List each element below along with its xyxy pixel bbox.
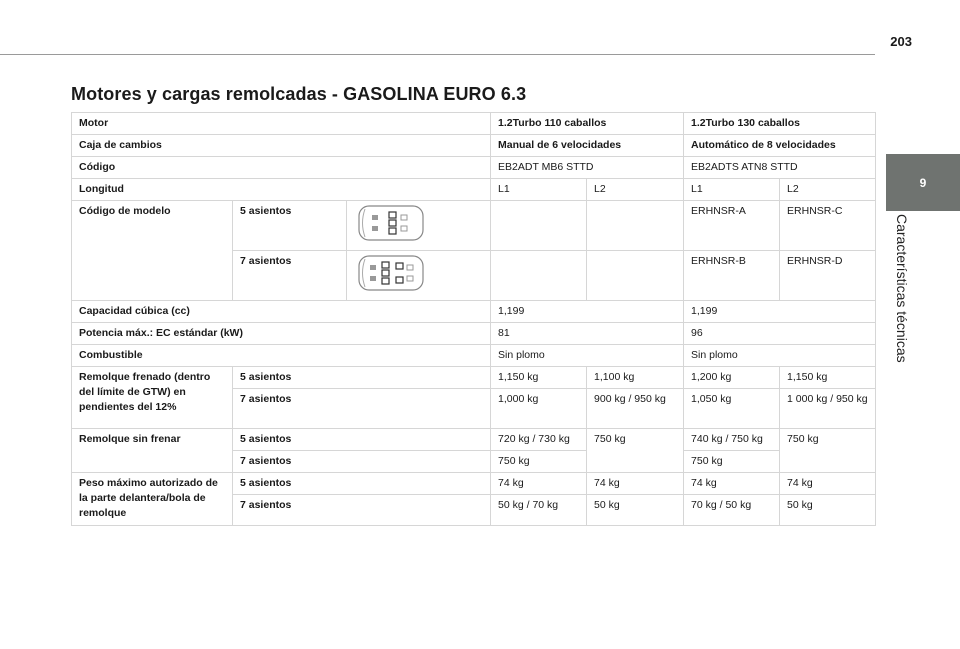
code-1: EB2ADT MB6 STTD — [491, 157, 684, 179]
length-cell: L1 — [491, 179, 587, 201]
motor-1: 1.2Turbo 110 caballos — [491, 113, 684, 135]
page-number: 203 — [890, 34, 912, 49]
table-row-power — [72, 323, 876, 345]
seats-5-label: 5 asientos — [233, 367, 491, 389]
power-2: 96 — [684, 323, 876, 345]
capacity-1: 1,199 — [491, 301, 684, 323]
model-cell: ERHNSR-A — [684, 201, 780, 251]
table-row-length — [72, 179, 876, 201]
gearbox-2: Automático de 8 velocidades — [684, 135, 876, 157]
unbraked-cell: 740 kg / 750 kg — [684, 429, 780, 451]
nose-cell: 50 kg — [780, 495, 876, 526]
nose-cell: 74 kg — [491, 473, 587, 495]
braked-cell: 1,100 kg — [587, 367, 684, 389]
unbraked-label: Remolque sin frenar — [72, 429, 233, 473]
braked-cell: 1,150 kg — [780, 367, 876, 389]
model-cell: ERHNSR-C — [780, 201, 876, 251]
table-row-unbraked-5 — [72, 429, 876, 451]
braked-cell: 1,150 kg — [491, 367, 587, 389]
engine-spec-table — [71, 112, 876, 526]
van-7-seats-icon — [347, 251, 491, 301]
nose-cell: 74 kg — [780, 473, 876, 495]
seats-5-label: 5 asientos — [233, 201, 347, 251]
chapter-section-label: Características técnicas — [894, 214, 910, 363]
unbraked-cell: 750 kg — [587, 429, 684, 473]
length-cell: L2 — [780, 179, 876, 201]
seats-7-label: 7 asientos — [233, 495, 491, 526]
braked-cell: 1,200 kg — [684, 367, 780, 389]
capacity-2: 1,199 — [684, 301, 876, 323]
fuel-1: Sin plomo — [491, 345, 684, 367]
unbraked-cell: 750 kg — [684, 451, 780, 473]
model-cell — [587, 251, 684, 301]
header-rule — [0, 54, 875, 55]
van-5-seats-icon — [347, 201, 491, 251]
page-title: Motores y cargas remolcadas - GASOLINA EURO 6.3 — [71, 84, 527, 104]
model-cell: ERHNSR-D — [780, 251, 876, 301]
motor-2: 1.2Turbo 130 caballos — [684, 113, 876, 135]
braked-cell: 1,000 kg — [491, 389, 587, 429]
code-2: EB2ADTS ATN8 STTD — [684, 157, 876, 179]
model-cell: ERHNSR-B — [684, 251, 780, 301]
gearbox-1: Manual de 6 velocidades — [491, 135, 684, 157]
length-label: Longitud — [72, 179, 491, 201]
table-row-capacity — [72, 301, 876, 323]
model-cell — [491, 201, 587, 251]
gearbox-label: Caja de cambios — [72, 135, 491, 157]
unbraked-cell: 750 kg — [780, 429, 876, 473]
power-1: 81 — [491, 323, 684, 345]
nose-cell: 74 kg — [587, 473, 684, 495]
nose-label: Peso máximo autorizado de la parte delantera/bola de remolque — [72, 473, 233, 526]
chapter-number: 9 — [919, 175, 927, 190]
length-cell: L2 — [587, 179, 684, 201]
code-label: Código — [72, 157, 491, 179]
nose-cell: 70 kg / 50 kg — [684, 495, 780, 526]
length-cell: L1 — [684, 179, 780, 201]
seats-7-label: 7 asientos — [233, 389, 491, 429]
table-row-model-5 — [72, 201, 876, 251]
seats-5-label: 5 asientos — [233, 473, 491, 495]
model-cell — [491, 251, 587, 301]
chapter-tab[interactable] — [886, 154, 960, 211]
table-row-fuel — [72, 345, 876, 367]
unbraked-cell: 750 kg — [491, 451, 587, 473]
model-code-label: Código de modelo — [72, 201, 233, 301]
model-cell — [587, 201, 684, 251]
capacity-label: Capacidad cúbica (cc) — [72, 301, 491, 323]
nose-cell: 74 kg — [684, 473, 780, 495]
table-row-braked-5 — [72, 367, 876, 389]
nose-cell: 50 kg — [587, 495, 684, 526]
seats-7-label: 7 asientos — [233, 451, 491, 473]
table-row-gearbox — [72, 135, 876, 157]
nose-cell: 50 kg / 70 kg — [491, 495, 587, 526]
motor-label: Motor — [72, 113, 491, 135]
fuel-2: Sin plomo — [684, 345, 876, 367]
table-row-code — [72, 157, 876, 179]
fuel-label: Combustible — [72, 345, 491, 367]
braked-label: Remolque frenado (dentro del límite de GTW) en pendientes del 12% — [72, 367, 233, 429]
table-row-motor — [72, 113, 876, 135]
seats-7-label: 7 asientos — [233, 251, 347, 301]
table-row-nose-5 — [72, 473, 876, 495]
braked-cell: 1 000 kg / 950 kg — [780, 389, 876, 429]
unbraked-cell: 720 kg / 730 kg — [491, 429, 587, 451]
seats-5-label: 5 asientos — [233, 429, 491, 451]
power-label: Potencia máx.: EC estándar (kW) — [72, 323, 491, 345]
braked-cell: 1,050 kg — [684, 389, 780, 429]
braked-cell: 900 kg / 950 kg — [587, 389, 684, 429]
